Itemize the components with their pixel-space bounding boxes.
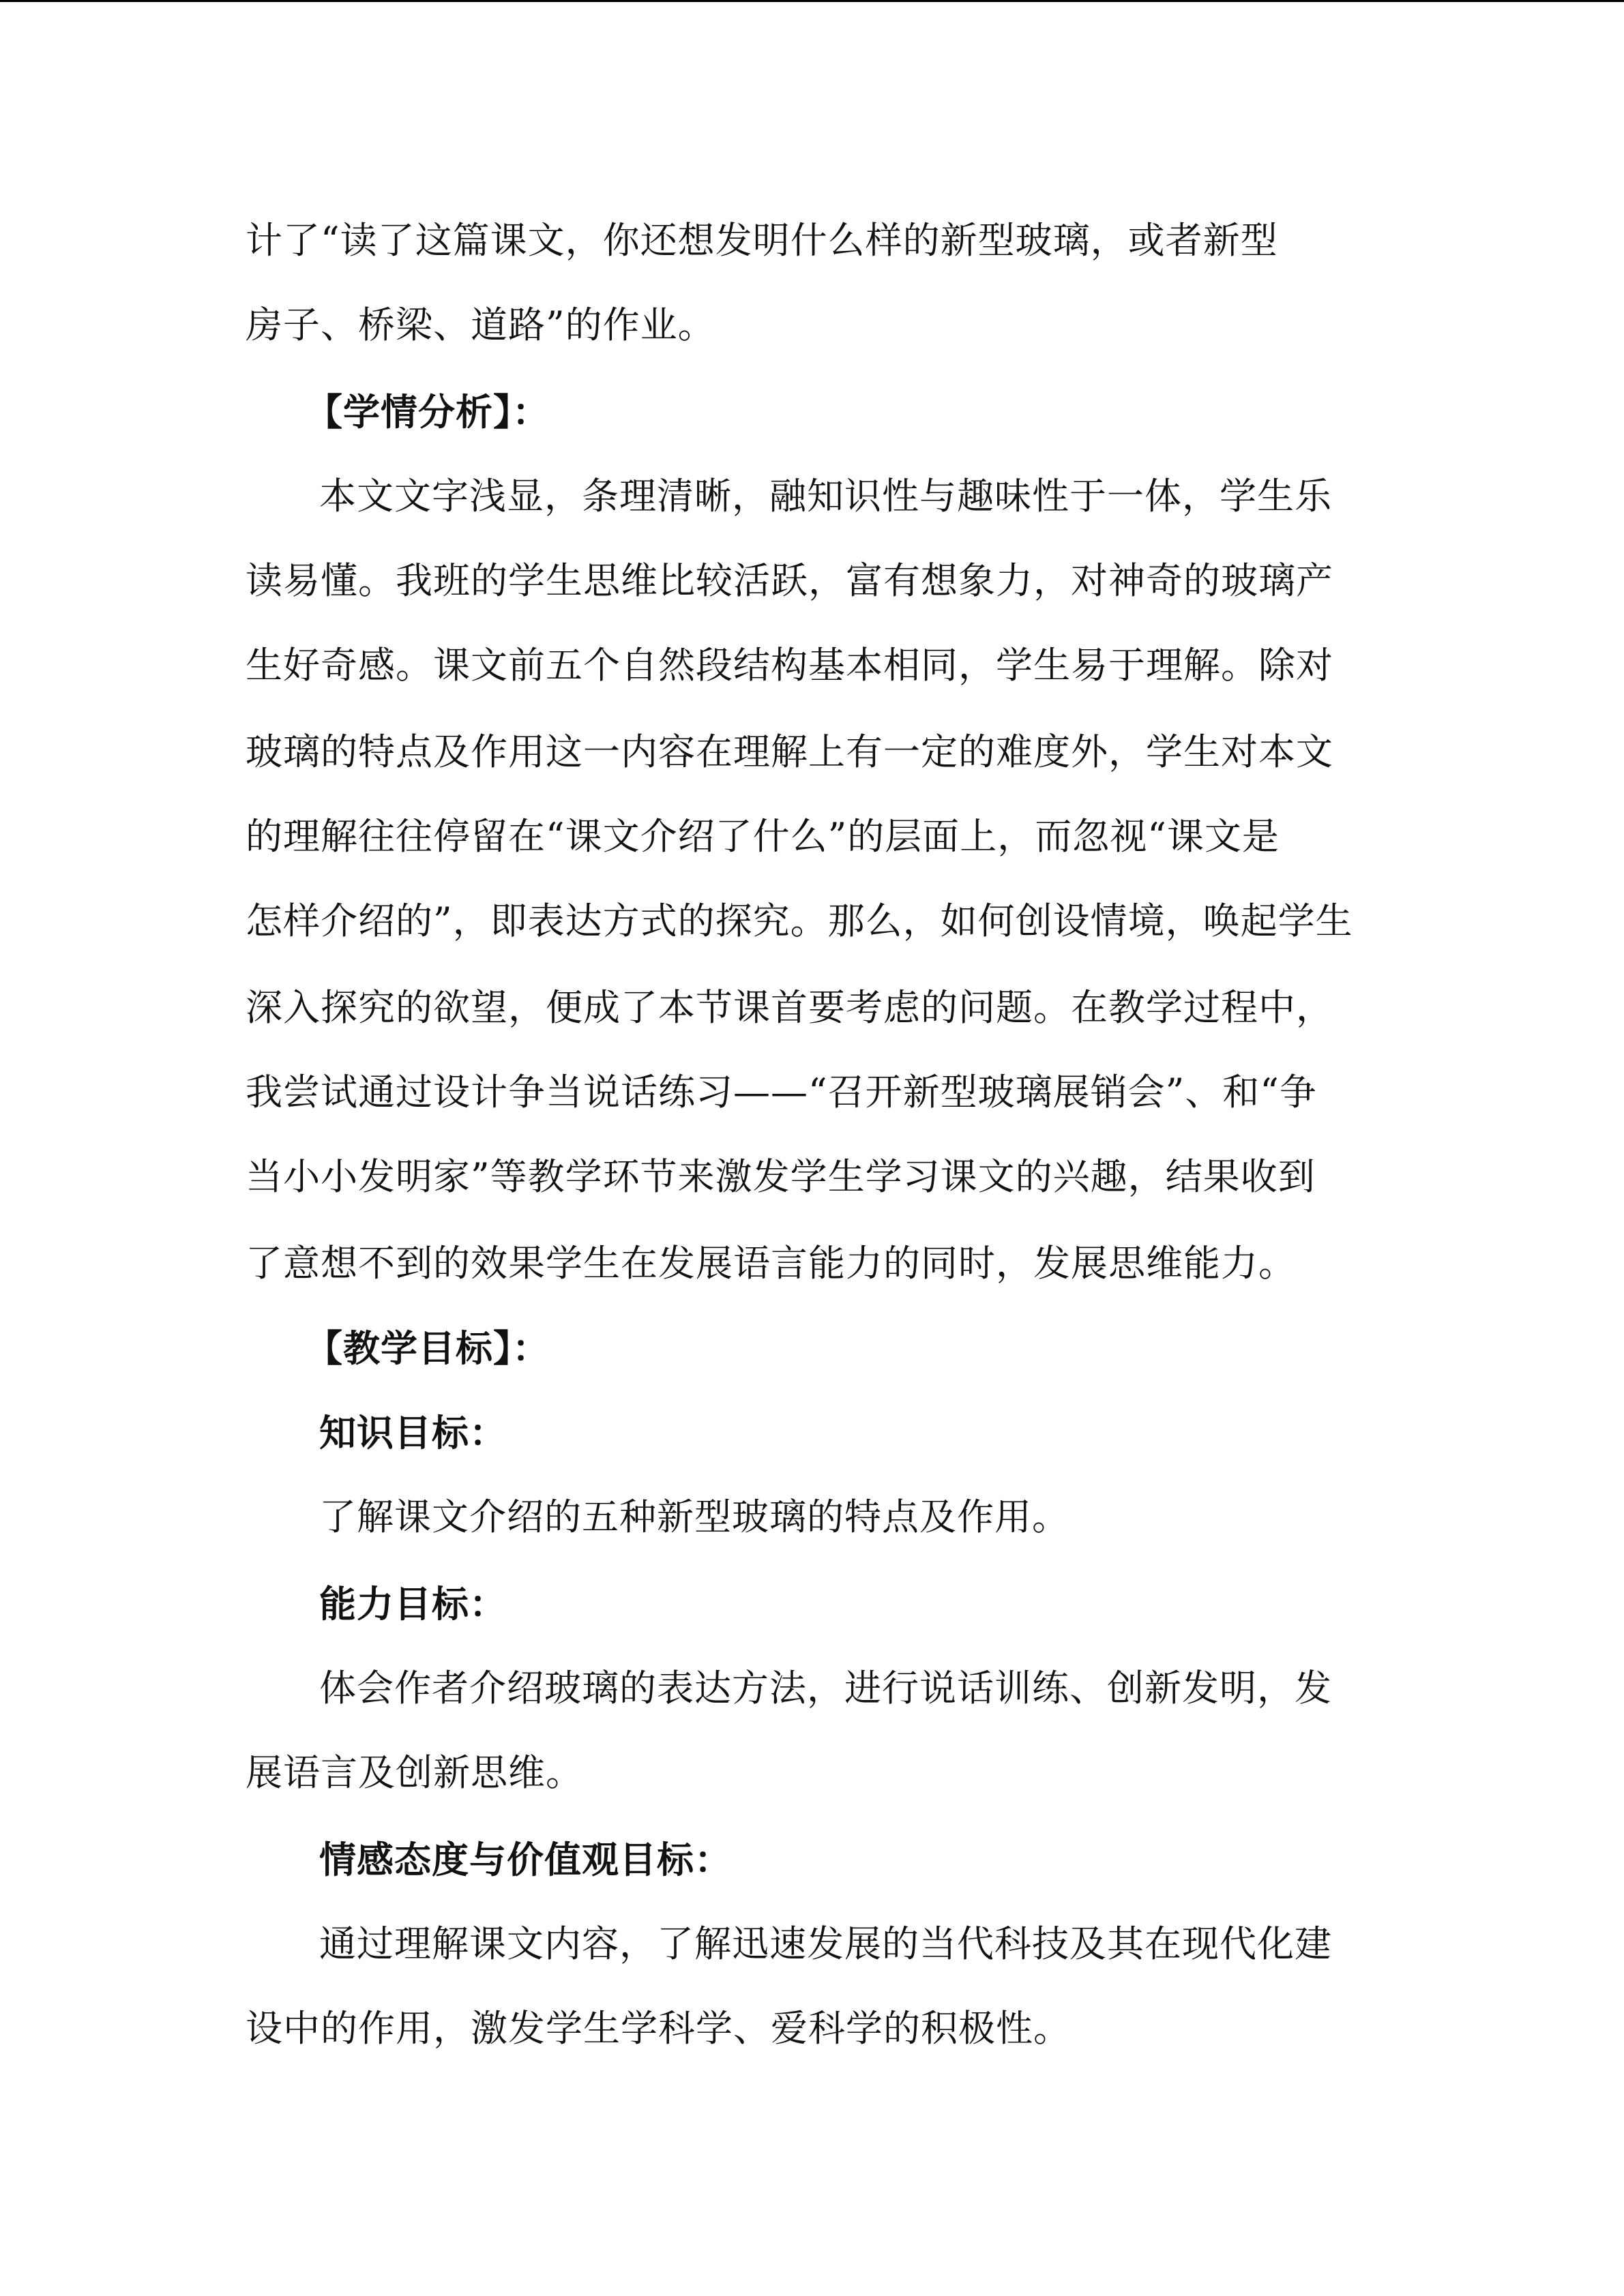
paragraph-line: 的理解往往停留在“课文介绍了什么”的层面上，而忽视“课文是 [246,815,1280,858]
paragraph-line: 了解课文介绍的五种新型玻璃的特点及作用。 [319,1495,1069,1538]
paragraph-line: 了意想不到的效果学生在发展语言能力的同时，发展思维能力。 [246,1242,1296,1285]
paragraph-line: 展语言及创新思维。 [246,1751,583,1794]
subheading-knowledge-goal: 知识目标： [319,1411,507,1455]
paragraph-line: 深入探究的欲望，便成了本节课首要考虑的问题。在教学过程中， [246,986,1333,1029]
paragraph-line: 我尝试通过设计争当说话练习——“召开新型玻璃展销会”、和“争 [246,1071,1317,1114]
paragraph-line: 通过理解课文内容，了解迅速发展的当代科技及其在现代化建 [319,1922,1332,1965]
paragraph-line: 怎样介绍的”，即表达方式的探究。那么，如何创设情境，唤起学生 [246,899,1353,942]
paragraph-line: 读易懂。我班的学生思维比较活跃，富有想象力，对神奇的玻璃产 [246,559,1333,602]
paragraph-line: 体会作者介绍玻璃的表达方法，进行说话训练、创新发明，发 [319,1667,1332,1710]
paragraph-line: 当小小发明家”等教学环节来激发学生学习课文的兴趣，结果收到 [246,1155,1316,1198]
paragraph-line: 房子、桥梁、道路”的作业。 [246,303,715,346]
paragraph-line: 设中的作用，激发学生学科学、爱科学的积极性。 [246,2007,1071,2050]
section-heading-teaching-goals: 【教学目标】： [306,1326,550,1370]
paragraph-line: 生好奇感。课文前五个自然段结构基本相同，学生易于理解。除对 [246,644,1333,687]
section-heading-learning-analysis: 【学情分析】： [306,390,550,434]
paragraph-line: 本文文字浅显，条理清晰，融知识性与趣味性于一体，学生乐 [319,475,1332,518]
paragraph-line: 计了“读了这篇课文，你还想发明什么样的新型玻璃，或者新型 [246,219,1278,262]
paragraph-line: 玻璃的特点及作用这一内容在理解上有一定的难度外，学生对本文 [246,730,1333,773]
subheading-emotion-goal: 情感态度与价值观目标： [319,1838,732,1881]
subheading-ability-goal: 能力目标： [319,1582,507,1626]
